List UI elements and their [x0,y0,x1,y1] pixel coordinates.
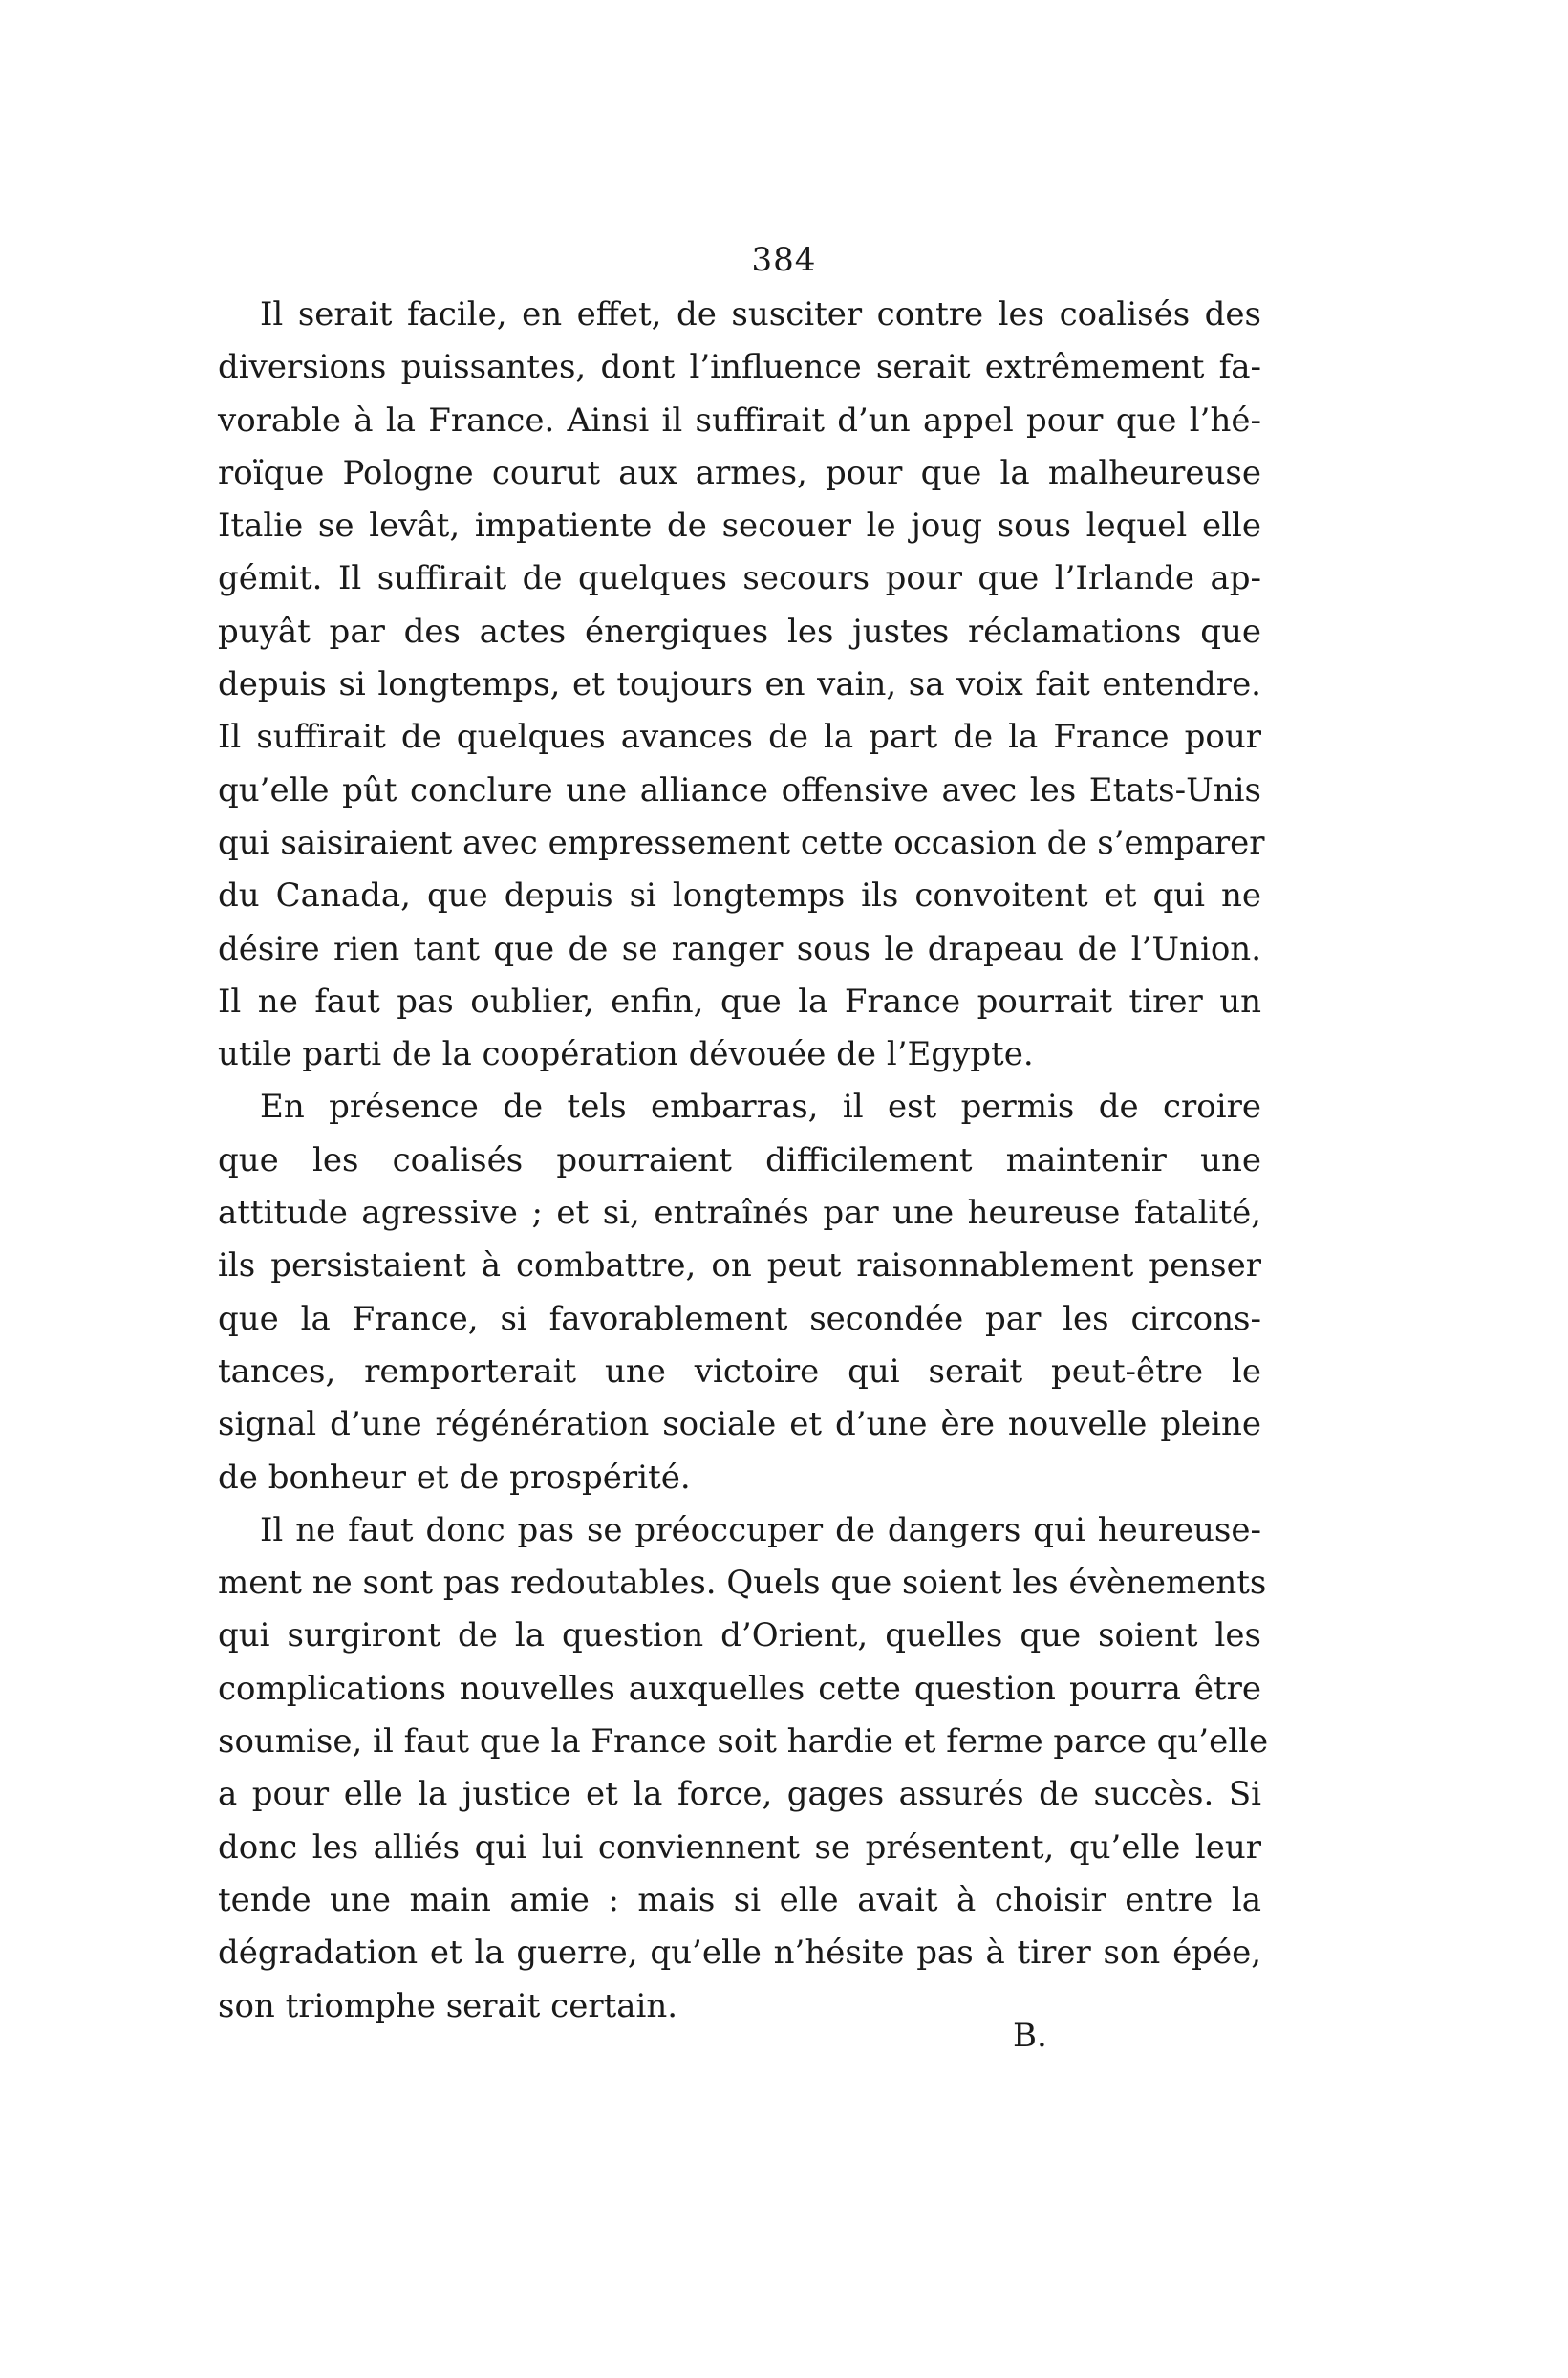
paragraph-3 [218,1504,1269,2033]
text-line: roïque Pologne courut aux armes, pour que la malheureuse [218,453,1261,492]
text-line: a pour elle la justice et la force, gages assurés de succès. Si [218,1775,1261,1814]
text-line: ment ne sont pas redoutables. Quels que soient les évènements [218,1564,1267,1603]
text-line: utile parti de la coopération dévouée de l’Egypte. [218,1035,1034,1074]
text-line: de bonheur et de prospérité. [218,1458,691,1497]
text-line: tances, remporterait une victoire qui serait peut-être le [218,1351,1261,1391]
text-line: diversions puissantes, dont l’influence serait extrêmement fa- [218,348,1261,387]
text-line: son triomphe serait certain. [218,1986,678,2025]
text-line: qui surgiront de la question d’Orient, quelles que soient les [218,1616,1261,1655]
body-text [218,289,1269,2033]
text-line: Italie se levât, impatiente de secouer le joug sous lequel elle [218,507,1261,546]
text-line: Il ne faut pas oublier, enfin, que la France pourrait tirer un [218,982,1261,1021]
text-line: que la France, si favorablement secondée par les circons- [218,1299,1261,1338]
paragraph-2 [218,1081,1261,1503]
paragraph-1 [218,289,1265,1081]
text-line: désire rien tant que de se ranger sous le drapeau de l’Union. [218,929,1261,968]
text-line: du Canada, que depuis si longtemps ils convoitent et qui ne [218,876,1261,916]
text-line: soumise, il faut que la France soit hardie et ferme parce qu’elle [218,1722,1269,1762]
text-line: attitude agressive ; et si, entraînés par une heureuse fatalité, [218,1194,1261,1233]
text-line: puyât par des actes énergiques les justes réclamations que [218,612,1261,651]
text-line: gémit. Il suffirait de quelques secours pour que l’Irlande ap- [218,559,1261,598]
text-line: Il serait facile, en effet, de susciter contre les coalisés des [260,295,1261,334]
text-line: complications nouvelles auxquelles cette question pourra être [218,1669,1261,1708]
text-line: qu’elle pût conclure une alliance offensive avec les Etats-Unis [218,770,1261,810]
text-line: donc les alliés qui lui conviennent se présentent, qu’elle leur [218,1827,1261,1867]
text-line: Il suffirait de quelques avances de la part de la France pour [218,718,1261,757]
text-line: ils persistaient à combattre, on peut raisonnablement penser [218,1246,1261,1286]
text-line: dégradation et la guerre, qu’elle n’hésite pas à tirer son épée, [218,1934,1261,1973]
text-line: qui saisiraient avec empressement cette occasion de s’emparer [218,823,1265,862]
text-line: vorable à la France. Ainsi il suffirait d’un appel pour que l’hé- [218,400,1261,440]
page-number: 384 [751,241,817,279]
text-line: signal d’une régénération sociale et d’une ère nouvelle pleine [218,1405,1261,1444]
text-line: tende une main amie : mais si elle avait à choisir entre la [218,1880,1261,1919]
text-line: En présence de tels embarras, il est permis de croire [260,1088,1261,1127]
text-line: depuis si longtemps, et toujours en vain, sa voix fait entendre. [218,665,1261,704]
text-line: que les coalisés pourraient difficilement maintenir une [218,1140,1261,1179]
text-line: Il ne faut donc pas se préoccuper de dangers qui heureuse- [260,1510,1261,1549]
author-signature: B. [1013,2017,1047,2055]
